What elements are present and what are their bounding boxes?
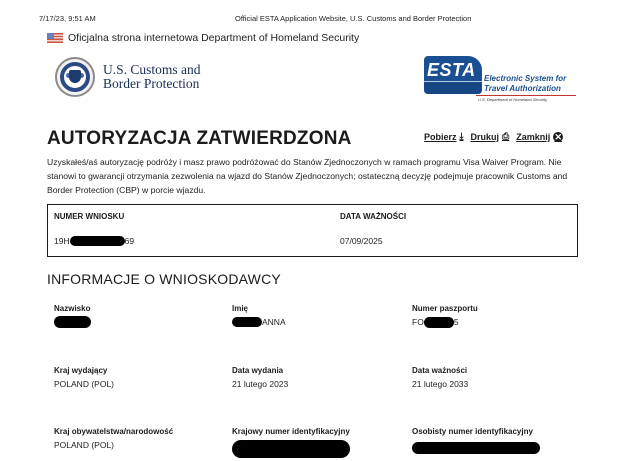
print-header	[0, 14, 640, 26]
citizenship-value: POLAND (POL)	[54, 440, 114, 450]
application-number-column	[54, 212, 134, 246]
authorization-expiry-column	[340, 212, 406, 246]
esta-logo-tagline	[484, 74, 566, 94]
application-number-prefix: 19H	[54, 236, 70, 246]
application-summary-box	[47, 204, 578, 257]
us-flag-icon	[47, 33, 63, 43]
cbp-logo-text	[103, 63, 201, 91]
gov-banner	[47, 32, 359, 44]
field-national-id	[232, 427, 350, 458]
field-personal-id	[412, 427, 540, 454]
surname-label: Nazwisko	[54, 304, 91, 313]
field-surname	[54, 304, 91, 328]
gov-banner-text: Oficjalna strona internetowa Department of Homeland Security	[68, 32, 360, 44]
field-issuing-country	[54, 366, 114, 390]
personal-id-label: Osobisty numer identyfikacyjny	[412, 427, 533, 436]
redaction-bar	[54, 316, 91, 328]
cbp-logo[interactable]	[55, 57, 201, 97]
passport-prefix: FO	[412, 317, 424, 327]
surname-value	[54, 316, 91, 328]
dhs-seal-icon	[55, 57, 95, 97]
print-timestamp: 7/17/23, 9:51 AM	[39, 14, 96, 23]
page-title: AUTORYZACJA ZATWIERDZONA	[47, 128, 352, 149]
print-page-title: Official ESTA Application Website, U.S. Customs and Border Protection	[235, 14, 472, 23]
first-name-visible-part: ANNA	[262, 317, 286, 327]
esta-tagline-line1: Electronic System for	[484, 74, 567, 83]
personal-id-value	[412, 442, 540, 454]
field-issue-date	[232, 366, 288, 390]
passport-expiry-value: 21 lutego 2033	[412, 379, 469, 389]
applicant-info-heading: INFORMACJE O WNIOSKODAWCY	[47, 271, 281, 287]
download-label: Pobierz	[424, 131, 457, 142]
authorization-expiry-value: 07/09/2025	[340, 236, 383, 246]
redaction-bar	[424, 317, 454, 328]
first-name-label: Imię	[232, 304, 249, 313]
passport-number-value	[412, 316, 478, 328]
issuing-country-label: Kraj wydający	[54, 366, 108, 375]
close-link[interactable]	[516, 132, 563, 142]
cbp-logo-line2: Border Protection	[103, 76, 200, 91]
issuing-country-value: POLAND (POL)	[54, 379, 114, 389]
download-icon: ⤓	[459, 131, 464, 141]
national-id-label: Krajowy numer identyfikacyjny	[232, 427, 350, 436]
application-number-value	[54, 236, 134, 246]
cbp-logo-line1: U.S. Customs and	[103, 62, 201, 77]
authorization-expiry-label: DATA WAŻNOŚCI	[340, 212, 407, 221]
esta-logo[interactable]	[424, 56, 576, 106]
issue-date-value: 21 lutego 2023	[232, 379, 289, 389]
application-number-label: NUMER WNIOSKU	[54, 212, 125, 221]
redaction-bar	[232, 440, 350, 458]
action-bar	[424, 131, 570, 142]
esta-logo-word: ESTA	[427, 60, 476, 80]
download-link[interactable]	[424, 131, 464, 142]
print-link[interactable]	[471, 131, 510, 142]
passport-number-label: Numer paszportu	[412, 304, 478, 313]
redaction-bar	[412, 442, 540, 454]
application-number-suffix: 69	[124, 236, 135, 246]
close-label: Zamknij	[516, 131, 551, 142]
field-citizenship	[54, 427, 173, 451]
field-passport-expiry	[412, 366, 468, 390]
esta-tagline-line2: Travel Authorization	[484, 84, 561, 93]
redaction-bar	[232, 317, 262, 327]
print-label: Drukuj	[470, 131, 500, 142]
first-name-value	[232, 316, 286, 328]
issue-date-label: Data wydania	[232, 366, 284, 375]
esta-dept-text: U.S. Department of Homeland Security	[478, 97, 548, 102]
field-passport-number	[412, 304, 478, 328]
national-id-value	[232, 440, 350, 458]
citizenship-label: Kraj obywatelstwa/narodowość	[54, 427, 174, 436]
passport-expiry-label: Data ważności	[412, 366, 468, 375]
field-first-name	[232, 304, 286, 328]
print-icon: ⎙	[502, 131, 510, 141]
intro-text: Uzyskałeś/aś autoryzację podróży i masz prawo podróżować do Stanów Zjednoczonych w ramach programu Visa Waiver Program. Nie stanowi to gwarancji otrzymania zezwolenia na wjazd do Stanów Zjednoczonych; ostateczną decyzję podejmuje pracownik Customs and Border Protection (CBP) w porcie wjazdu.	[47, 157, 568, 195]
close-icon: ✕	[554, 131, 562, 142]
esta-divider	[476, 95, 576, 96]
redaction-bar	[70, 236, 125, 246]
passport-suffix: 5	[453, 317, 459, 327]
